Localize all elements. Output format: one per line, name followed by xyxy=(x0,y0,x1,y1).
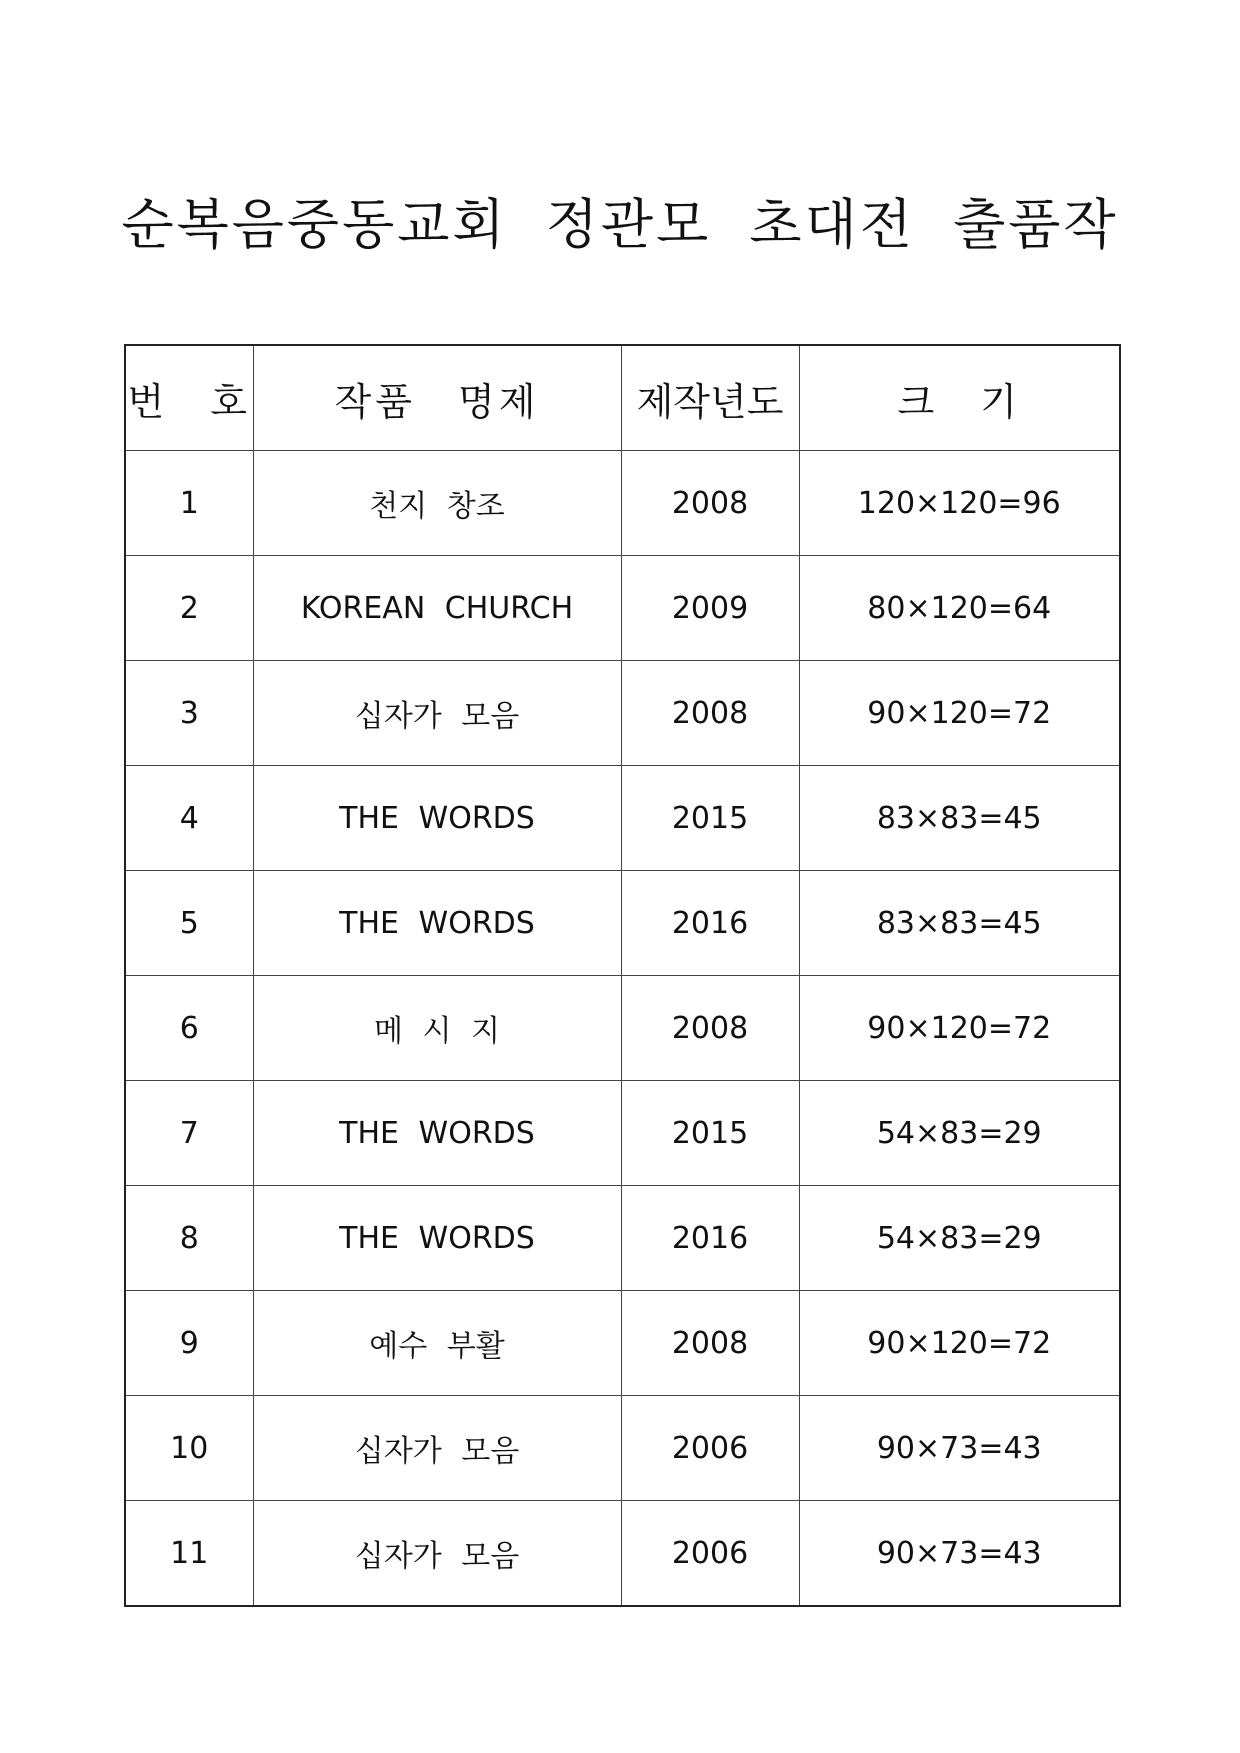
table-row xyxy=(125,1186,1120,1291)
table-row xyxy=(125,451,1120,556)
cell-title: 메 시 지 xyxy=(253,976,621,1081)
cell-number: 10 xyxy=(125,1396,253,1501)
cell-year: 2008 xyxy=(621,1291,799,1396)
cell-number: 8 xyxy=(125,1186,253,1291)
cell-year: 2006 xyxy=(621,1396,799,1501)
cell-number: 2 xyxy=(125,556,253,661)
header-number: 번 호 xyxy=(125,345,253,451)
page-title: 순복음중동교회 정관모 초대전 출품작 xyxy=(121,193,1119,256)
cell-number: 7 xyxy=(125,1081,253,1186)
table-header-row xyxy=(125,345,1120,451)
table-row xyxy=(125,1291,1120,1396)
cell-size: 90×120=72 xyxy=(799,1291,1120,1396)
cell-title: THE WORDS xyxy=(253,766,621,871)
table-body xyxy=(125,451,1120,1607)
cell-year: 2006 xyxy=(621,1501,799,1607)
cell-number: 5 xyxy=(125,871,253,976)
header-year: 제작년도 xyxy=(621,345,799,451)
table-row xyxy=(125,661,1120,766)
cell-size: 54×83=29 xyxy=(799,1081,1120,1186)
cell-year: 2015 xyxy=(621,766,799,871)
table-row xyxy=(125,1501,1120,1607)
cell-title: 십자가 모음 xyxy=(253,1396,621,1501)
cell-year: 2008 xyxy=(621,451,799,556)
cell-size: 80×120=64 xyxy=(799,556,1120,661)
table-row xyxy=(125,556,1120,661)
cell-year: 2008 xyxy=(621,976,799,1081)
cell-title: 십자가 모음 xyxy=(253,1501,621,1607)
cell-size: 90×73=43 xyxy=(799,1501,1120,1607)
artwork-table xyxy=(124,344,1121,1607)
header-size: 크 기 xyxy=(799,345,1120,451)
cell-number: 6 xyxy=(125,976,253,1081)
cell-title: THE WORDS xyxy=(253,871,621,976)
table-row xyxy=(125,1396,1120,1501)
cell-size: 83×83=45 xyxy=(799,766,1120,871)
cell-number: 1 xyxy=(125,451,253,556)
cell-year: 2016 xyxy=(621,1186,799,1291)
cell-number: 4 xyxy=(125,766,253,871)
cell-year: 2009 xyxy=(621,556,799,661)
cell-title: 예수 부활 xyxy=(253,1291,621,1396)
table-row xyxy=(125,1081,1120,1186)
table-row xyxy=(125,871,1120,976)
cell-title: KOREAN CHURCH xyxy=(253,556,621,661)
cell-size: 54×83=29 xyxy=(799,1186,1120,1291)
table-row xyxy=(125,976,1120,1081)
cell-year: 2015 xyxy=(621,1081,799,1186)
cell-title: 십자가 모음 xyxy=(253,661,621,766)
cell-size: 90×73=43 xyxy=(799,1396,1120,1501)
cell-size: 120×120=96 xyxy=(799,451,1120,556)
cell-title: THE WORDS xyxy=(253,1081,621,1186)
cell-title: THE WORDS xyxy=(253,1186,621,1291)
cell-number: 9 xyxy=(125,1291,253,1396)
cell-size: 90×120=72 xyxy=(799,976,1120,1081)
cell-size: 83×83=45 xyxy=(799,871,1120,976)
header-title: 작품 명제 xyxy=(253,345,621,451)
cell-number: 3 xyxy=(125,661,253,766)
cell-year: 2016 xyxy=(621,871,799,976)
cell-year: 2008 xyxy=(621,661,799,766)
cell-title: 천지 창조 xyxy=(253,451,621,556)
table-row xyxy=(125,766,1120,871)
cell-number: 11 xyxy=(125,1501,253,1607)
cell-size: 90×120=72 xyxy=(799,661,1120,766)
